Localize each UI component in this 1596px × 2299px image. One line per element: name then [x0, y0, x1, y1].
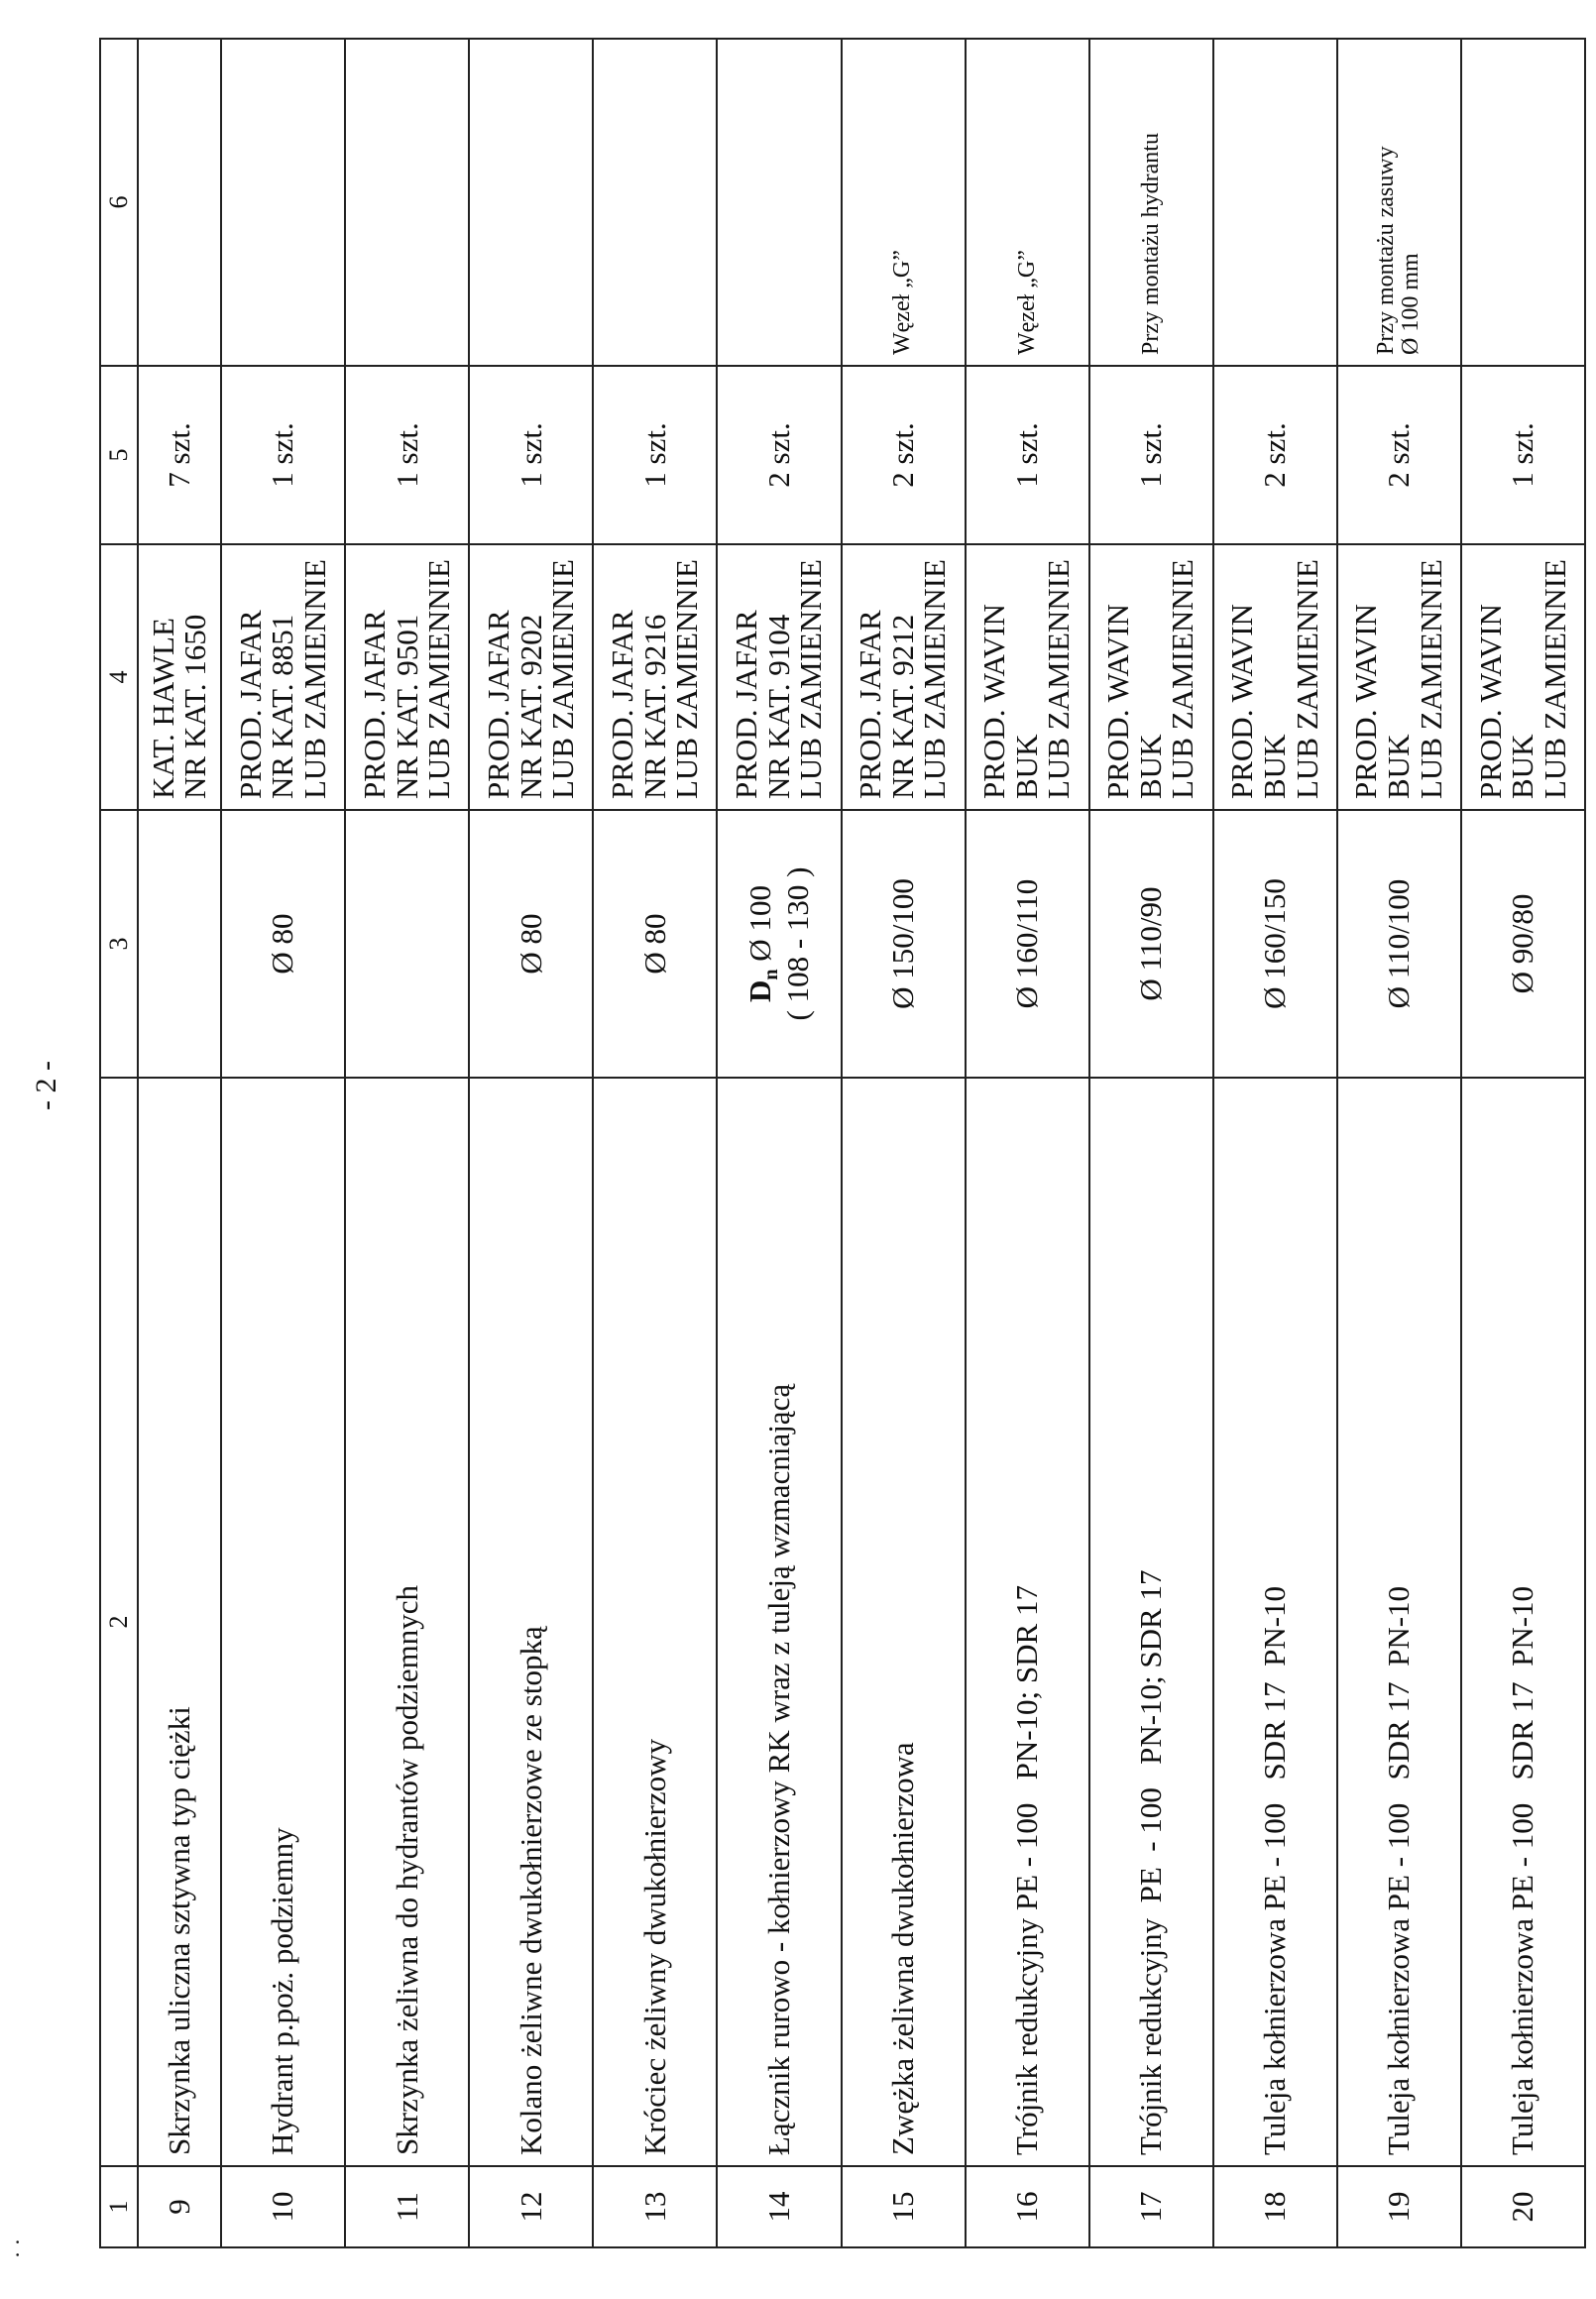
- quantity: 1 szt.: [1008, 422, 1044, 488]
- catalog-line: LUB ZAMIENNIE: [297, 559, 332, 799]
- note-cell: [1089, 39, 1213, 366]
- column-header-4: 4: [100, 544, 138, 810]
- item-name: Trójnik redukcyjny PE - 100 PN-10; SDR 17: [1008, 1585, 1044, 2155]
- dimension-cell: [842, 810, 966, 1078]
- row-number: 13: [636, 2191, 672, 2223]
- row-number: 18: [1256, 2191, 1292, 2223]
- item-name: Skrzynka uliczna sztywna typ ciężki: [161, 1706, 196, 2155]
- note-line: Węzeł „G”: [1013, 250, 1040, 355]
- row-number-cell: [138, 2166, 221, 2247]
- margin-marks: · ·: [5, 2238, 31, 2259]
- catalog-line: PROD. WAVIN BUK: [1472, 604, 1540, 799]
- note-cell: [221, 39, 345, 366]
- row-number: 10: [265, 2191, 300, 2223]
- dimension-cell: [593, 810, 717, 1078]
- item-name: Tuleja kołnierzowa PE - 100 SDR 17 PN-10: [1505, 1585, 1540, 2155]
- catalog-line: LUB ZAMIENNIE: [669, 559, 705, 799]
- quantity: 2 szt.: [884, 422, 920, 488]
- item-name: Zwężka żeliwna dwukołnierzowa: [884, 1742, 920, 2155]
- item-name-cell: [1461, 1078, 1585, 2166]
- column-header-3: 3: [100, 810, 138, 1078]
- dimension-value: Ø 110/90: [1132, 886, 1168, 1001]
- table-row: [593, 39, 717, 2247]
- catalog-line: NR KAT. 9501: [389, 614, 424, 799]
- dimension-value: Ø 90/80: [1505, 893, 1540, 994]
- note-line: Ø 100 mm: [1398, 253, 1425, 355]
- dimension-value: Ø 80: [513, 913, 548, 975]
- quantity-cell: [1213, 366, 1337, 544]
- quantity-cell: [138, 366, 221, 544]
- catalog-line: LUB ZAMIENNIE: [793, 559, 829, 799]
- catalog-cell: [138, 544, 221, 810]
- catalog-cell: [1089, 544, 1213, 810]
- row-number-cell: [842, 2166, 966, 2247]
- catalog-line: PROD. WAVIN BUK: [976, 604, 1044, 799]
- item-name-cell: [345, 1078, 469, 2166]
- row-number: 20: [1505, 2191, 1540, 2223]
- note-line: Przy montażu hydrantu: [1137, 133, 1164, 355]
- item-name-cell: [593, 1078, 717, 2166]
- note-cell: [717, 39, 841, 366]
- catalog-cell: [345, 544, 469, 810]
- item-name: Kolano żeliwne dwukołnierzowe ze stopką: [513, 1626, 548, 2155]
- catalog-line: PROD. WAVIN BUK: [1100, 604, 1168, 799]
- quantity-cell: [345, 366, 469, 544]
- item-name: Hydrant p.poż. podziemny: [265, 1827, 300, 2155]
- catalog-cell: [717, 544, 841, 810]
- rotated-table-wrapper: [99, 40, 1586, 2248]
- note-cell: [138, 39, 221, 366]
- row-number-cell: [1089, 2166, 1213, 2247]
- dimension-cell: [1089, 810, 1213, 1078]
- quantity: 1 szt.: [1505, 422, 1540, 488]
- catalog-line: LUB ZAMIENNIE: [917, 559, 953, 799]
- column-header-1: 1: [100, 2166, 138, 2247]
- quantity: 1 szt.: [265, 422, 300, 488]
- dimension-cell: [138, 810, 221, 1078]
- catalog-line: KAT. HAWLE: [145, 618, 180, 799]
- item-name-cell: [469, 1078, 593, 2166]
- row-number: 11: [389, 2192, 424, 2222]
- note-cell: [842, 39, 966, 366]
- catalog-cell: [1461, 544, 1585, 810]
- column-header-2: 2: [100, 1078, 138, 2166]
- note-cell: [593, 39, 717, 366]
- quantity-cell: [1337, 366, 1461, 544]
- catalog-line: NR KAT. 9212: [884, 614, 920, 799]
- table-row: [1461, 39, 1585, 2247]
- catalog-line: PROD. JAFAR: [356, 610, 392, 799]
- row-number-cell: [469, 2166, 593, 2247]
- note-cell: [469, 39, 593, 366]
- dimension-value: Ø 160/150: [1256, 878, 1292, 1009]
- catalog-line: NR KAT. 8851: [265, 614, 300, 799]
- quantity: 7 szt.: [161, 422, 196, 488]
- item-name-cell: [717, 1078, 841, 2166]
- catalog-line: PROD. WAVIN BUK: [1348, 604, 1417, 799]
- column-header-5: 5: [100, 366, 138, 544]
- table-body: [138, 39, 1585, 2247]
- quantity-cell: [717, 366, 841, 544]
- dimension-cell: [1213, 810, 1337, 1078]
- catalog-line: LUB ZAMIENNIE: [1289, 559, 1324, 799]
- dimension-cell: [1461, 810, 1585, 1078]
- table-row: [1337, 39, 1461, 2247]
- row-number: 9: [161, 2199, 196, 2215]
- quantity-cell: [1461, 366, 1585, 544]
- row-number-cell: [221, 2166, 345, 2247]
- catalog-line: NR KAT. 1650: [177, 614, 213, 799]
- dimension-cell: [345, 810, 469, 1078]
- header-row: [100, 39, 138, 2247]
- note-line: Przy montażu zasuwy: [1373, 146, 1400, 355]
- catalog-cell: [469, 544, 593, 810]
- item-name: Łącznik rurowo - kołnierzowy RK wraz z tuleją wzmacniającą: [760, 1383, 796, 2155]
- dimension-value: Ø 160/110: [1008, 878, 1044, 1009]
- table-row: [1089, 39, 1213, 2247]
- dimension-value: Ø 110/100: [1381, 878, 1417, 1009]
- catalog-line: PROD. JAFAR: [605, 610, 640, 799]
- item-name: Skrzynka żeliwna do hydrantów podziemnych: [389, 1584, 424, 2155]
- note-cell: [345, 39, 469, 366]
- catalog-cell: [1213, 544, 1337, 810]
- catalog-line: PROD. WAVIN BUK: [1224, 604, 1292, 799]
- catalog-line: PROD. JAFAR: [729, 610, 764, 799]
- catalog-line: NR KAT. 9202: [513, 614, 548, 799]
- note-cell: [1337, 39, 1461, 366]
- table-row: [138, 39, 221, 2247]
- dimension-value: Ø 150/100: [884, 878, 920, 1009]
- table-row: [469, 39, 593, 2247]
- row-number-cell: [966, 2166, 1089, 2247]
- row-number-cell: [345, 2166, 469, 2247]
- dimension-cell: [966, 810, 1089, 1078]
- row-number-cell: [593, 2166, 717, 2247]
- item-name-cell: [138, 1078, 221, 2166]
- quantity-cell: [469, 366, 593, 544]
- note-line: Węzeł „G”: [889, 250, 916, 355]
- quantity: 2 szt.: [760, 422, 796, 488]
- dimension-range: ( 108 - 130 ): [779, 866, 815, 1021]
- row-number: 15: [884, 2191, 920, 2223]
- catalog-line: PROD. JAFAR: [232, 610, 268, 799]
- catalog-cell: [966, 544, 1089, 810]
- table-row: [717, 39, 841, 2247]
- catalog-line: PROD. JAFAR: [853, 610, 888, 799]
- catalog-line: LUB ZAMIENNIE: [1041, 559, 1077, 799]
- quantity: 1 szt.: [389, 422, 424, 488]
- item-name: Trójnik redukcyjny PE - 100 PN-10; SDR 17: [1132, 1569, 1168, 2155]
- column-header-6: 6: [100, 39, 138, 366]
- item-name-cell: [842, 1078, 966, 2166]
- dimension-value: Ø 80: [636, 913, 672, 975]
- page-number: - 2 -: [30, 1061, 62, 1110]
- item-name-cell: [1089, 1078, 1213, 2166]
- table-row: [221, 39, 345, 2247]
- quantity-cell: [593, 366, 717, 544]
- quantity-cell: [842, 366, 966, 544]
- dimension-subscript: n: [759, 969, 782, 980]
- quantity: 2 szt.: [1381, 422, 1417, 488]
- catalog-line: LUB ZAMIENNIE: [1165, 559, 1200, 799]
- item-name-cell: [1337, 1078, 1461, 2166]
- catalog-cell: [593, 544, 717, 810]
- item-name-cell: [1213, 1078, 1337, 2166]
- row-number: 12: [513, 2191, 548, 2223]
- quantity-cell: [221, 366, 345, 544]
- dimension-cell: [221, 810, 345, 1078]
- dimension-cell: [469, 810, 593, 1078]
- table-row: [966, 39, 1089, 2247]
- catalog-line: LUB ZAMIENNIE: [421, 559, 457, 799]
- catalog-line: NR KAT. 9216: [636, 614, 672, 799]
- catalog-cell: [842, 544, 966, 810]
- table-row: [345, 39, 469, 2247]
- dimension-prefix: D: [741, 979, 777, 1002]
- dimension-cell: [1337, 810, 1461, 1078]
- quantity-cell: [1089, 366, 1213, 544]
- catalog-cell: [221, 544, 345, 810]
- row-number-cell: [1213, 2166, 1337, 2247]
- row-number: 16: [1008, 2191, 1044, 2223]
- row-number-cell: [717, 2166, 841, 2247]
- quantity-cell: [966, 366, 1089, 544]
- item-name-cell: [966, 1078, 1089, 2166]
- item-name: Króciec żeliwny dwukołnierzowy: [636, 1738, 672, 2155]
- catalog-line: LUB ZAMIENNIE: [1537, 559, 1572, 799]
- quantity: 1 szt.: [513, 422, 548, 488]
- table-row: [842, 39, 966, 2247]
- quantity: 2 szt.: [1256, 422, 1292, 488]
- note-cell: [966, 39, 1089, 366]
- row-number: 14: [760, 2191, 796, 2223]
- item-name: Tuleja kołnierzowa PE - 100 SDR 17 PN-10: [1256, 1585, 1292, 2155]
- quantity: 1 szt.: [636, 422, 672, 488]
- row-number-cell: [1337, 2166, 1461, 2247]
- row-number: 17: [1132, 2191, 1168, 2223]
- catalog-line: NR KAT. 9104: [760, 614, 796, 799]
- item-name-cell: [221, 1078, 345, 2166]
- dimension-value: Ø 100: [741, 885, 777, 962]
- note-cell: [1461, 39, 1585, 366]
- catalog-line: LUB ZAMIENNIE: [545, 559, 581, 799]
- catalog-line: LUB ZAMIENNIE: [1413, 559, 1448, 799]
- quantity: 1 szt.: [1132, 422, 1168, 488]
- catalog-cell: [1337, 544, 1461, 810]
- item-name: Tuleja kołnierzowa PE - 100 SDR 17 PN-10: [1381, 1585, 1417, 2155]
- dimension-cell: [717, 810, 841, 1078]
- note-cell: [1213, 39, 1337, 366]
- materials-table: [99, 38, 1586, 2248]
- row-number: 19: [1381, 2191, 1417, 2223]
- row-number-cell: [1461, 2166, 1585, 2247]
- table-row: [1213, 39, 1337, 2247]
- catalog-line: PROD. JAFAR: [481, 610, 516, 799]
- dimension-value: Ø 80: [265, 913, 300, 975]
